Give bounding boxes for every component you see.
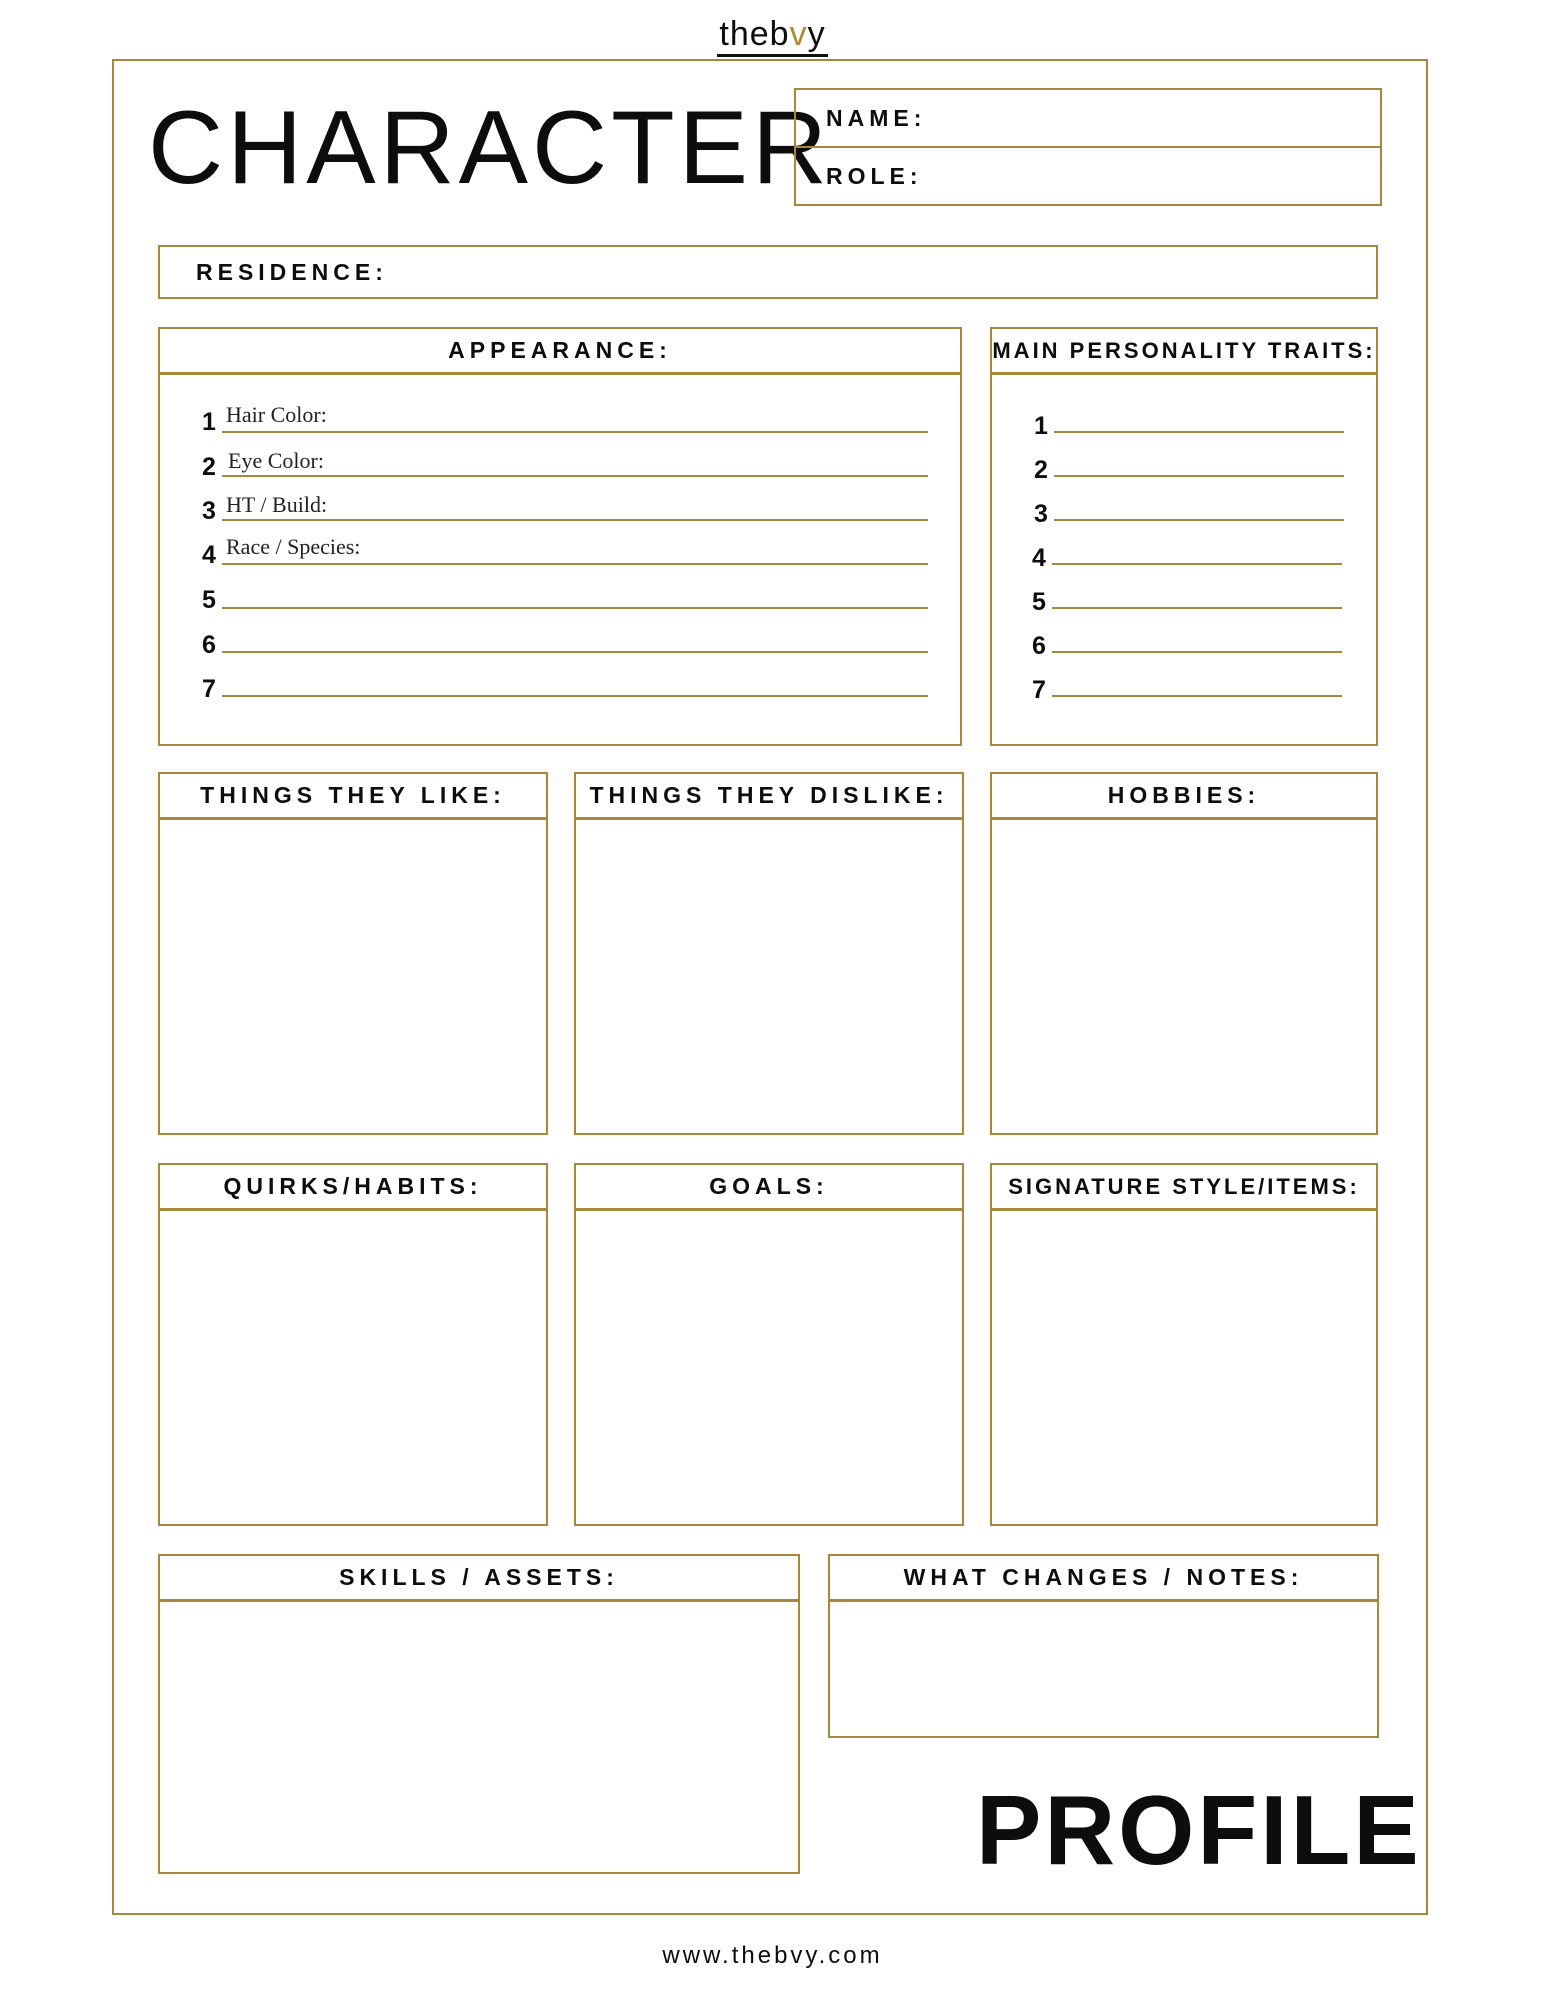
appearance-header: APPEARANCE: — [158, 327, 962, 375]
appearance-label: Race / Species: — [226, 534, 361, 559]
appearance-line[interactable] — [222, 695, 928, 697]
trait-line[interactable] — [1054, 519, 1344, 521]
role-field[interactable] — [794, 146, 1382, 206]
trait-num: 5 — [1032, 588, 1046, 616]
skills-box[interactable] — [158, 1600, 800, 1874]
footer-url: www.thebvy.com — [662, 1942, 883, 1969]
likes-box[interactable] — [158, 818, 548, 1135]
trait-line[interactable] — [1054, 431, 1344, 433]
appearance-line[interactable] — [222, 563, 928, 565]
brand-logo — [0, 14, 1545, 57]
trait-line[interactable] — [1052, 607, 1342, 609]
appearance-box — [158, 373, 962, 746]
trait-num: 7 — [1032, 676, 1046, 704]
trait-line[interactable] — [1054, 475, 1344, 477]
appearance-num: 2 — [202, 453, 216, 481]
trait-num: 4 — [1032, 544, 1046, 572]
traits-header: MAIN PERSONALITY TRAITS: — [990, 327, 1378, 375]
dislikes-box[interactable] — [574, 818, 964, 1135]
profile-title: PROFILE — [976, 1775, 1422, 1885]
appearance-line[interactable] — [222, 475, 928, 477]
appearance-line[interactable] — [222, 519, 928, 521]
goals-header: GOALS: — [574, 1163, 964, 1211]
name-label: NAME: — [826, 104, 927, 131]
hobbies-header: HOBBIES: — [990, 772, 1378, 820]
hobbies-box[interactable] — [990, 818, 1378, 1135]
appearance-num: 3 — [202, 497, 216, 525]
signature-box[interactable] — [990, 1209, 1378, 1526]
appearance-num: 4 — [202, 541, 216, 569]
skills-header: SKILLS / ASSETS: — [158, 1554, 800, 1602]
page-title: CHARACTER — [148, 90, 832, 206]
quirks-header: QUIRKS/HABITS: — [158, 1163, 548, 1211]
residence-field[interactable] — [158, 245, 1378, 299]
changes-header: WHAT CHANGES / NOTES: — [828, 1554, 1379, 1602]
brand-suffix: y — [807, 15, 826, 53]
appearance-num: 1 — [202, 408, 216, 436]
trait-num: 3 — [1034, 500, 1048, 528]
appearance-num: 5 — [202, 586, 216, 614]
appearance-num: 7 — [202, 675, 216, 703]
quirks-box[interactable] — [158, 1209, 548, 1526]
appearance-label: Eye Color: — [228, 448, 324, 473]
appearance-line[interactable] — [222, 651, 928, 653]
dislikes-header: THINGS THEY DISLIKE: — [574, 772, 964, 820]
appearance-label: HT / Build: — [226, 492, 328, 517]
appearance-line[interactable] — [222, 431, 928, 433]
appearance-label: Hair Color: — [226, 402, 327, 427]
signature-header: SIGNATURE STYLE/ITEMS: — [990, 1163, 1378, 1211]
goals-box[interactable] — [574, 1209, 964, 1526]
name-field[interactable] — [794, 88, 1382, 148]
appearance-line[interactable] — [222, 607, 928, 609]
trait-num: 6 — [1032, 632, 1046, 660]
appearance-num: 6 — [202, 631, 216, 659]
brand-accent: v — [789, 15, 808, 53]
trait-num: 1 — [1034, 412, 1048, 440]
residence-label: RESIDENCE: — [196, 258, 388, 285]
likes-header: THINGS THEY LIKE: — [158, 772, 548, 820]
trait-line[interactable] — [1052, 695, 1342, 697]
trait-line[interactable] — [1052, 651, 1342, 653]
traits-box — [990, 373, 1378, 746]
changes-box[interactable] — [828, 1600, 1379, 1738]
trait-line[interactable] — [1052, 563, 1342, 565]
role-label: ROLE: — [826, 162, 923, 189]
trait-num: 2 — [1034, 456, 1048, 484]
brand-prefix: theb — [719, 15, 790, 53]
